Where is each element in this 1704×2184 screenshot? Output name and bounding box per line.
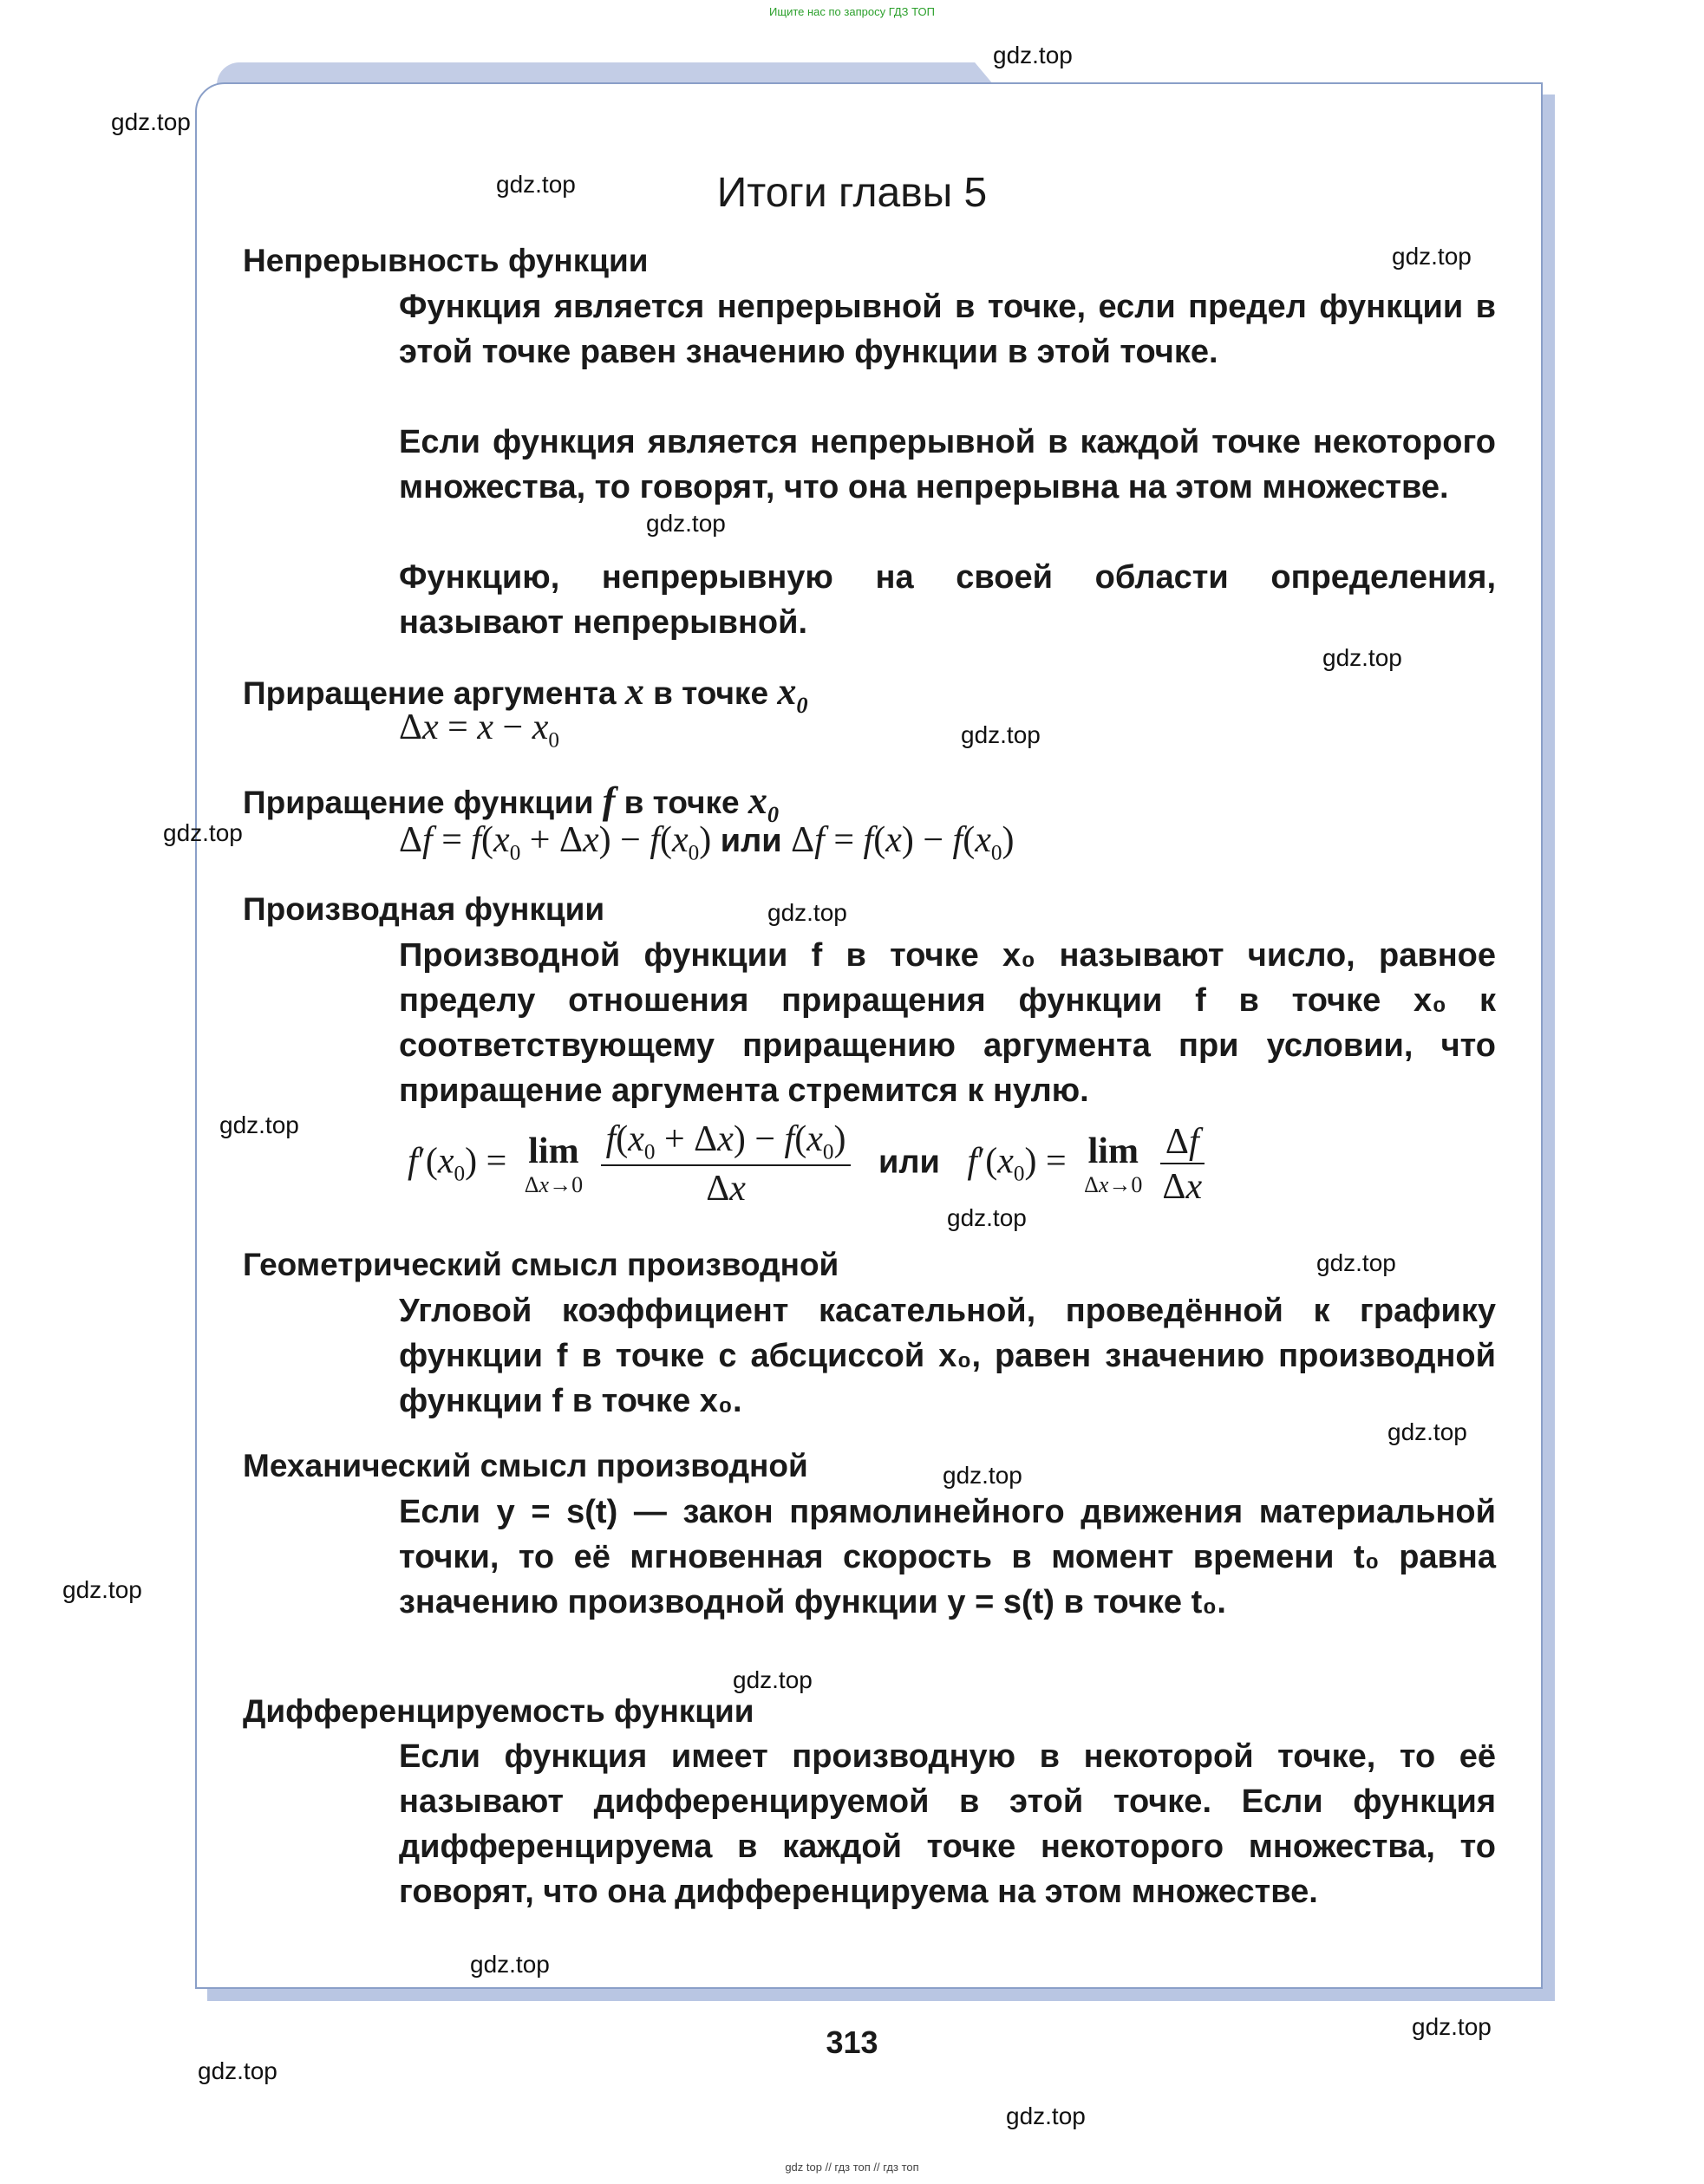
bottom-banner: gdz top // гдз топ // гдз топ <box>785 2161 919 2174</box>
watermark: gdz.top <box>1006 2103 1086 2129</box>
limit-operator: lim Δx→0 <box>1084 1131 1143 1197</box>
watermark: gdz.top <box>1322 644 1402 671</box>
watermark: gdz.top <box>993 42 1073 68</box>
watermark: gdz.top <box>733 1666 813 1693</box>
difference-quotient: $\frac{f(x_0 + \Delta x) - f(x_0)}{\Delta x}$ <box>601 1118 852 1209</box>
watermark: gdz.top <box>943 1462 1022 1489</box>
watermark: gdz.top <box>198 2057 277 2084</box>
math-point: $x_0$ <box>777 670 808 718</box>
mechanical-paragraph: Если y = s(t) — закон прямолинейного движения материальной точки, то её мгновенная скорость в момент времени t₀ равна значению производной функции y = s(t) в точке t₀. <box>399 1494 1496 1620</box>
watermark: gdz.top <box>1387 1418 1467 1445</box>
or-word: или <box>878 1144 940 1181</box>
top-banner: Ищите нас по запросу ГДЗ ТОП <box>769 5 935 18</box>
math-point: $x_0$ <box>748 779 780 827</box>
page-title: Итоги главы 5 <box>716 170 988 216</box>
watermark: gdz.top <box>947 1204 1027 1231</box>
watermark: gdz.top <box>961 721 1041 748</box>
geometric-paragraph: Угловой коэффициент касательной, проведённой к графику функции f в точке с абсциссой x₀, равен значению производной функции f в точке x₀. <box>399 1293 1496 1419</box>
heading-text: Приращение аргумента <box>243 675 617 711</box>
heading-mechanical-meaning: Механический смысл производной <box>243 1448 808 1483</box>
watermark: gdz.top <box>1412 2013 1492 2040</box>
watermark: gdz.top <box>496 171 576 198</box>
math-variable: x <box>624 670 644 713</box>
watermark: gdz.top <box>163 819 243 846</box>
heading-derivative: Производная функции <box>243 891 605 927</box>
watermark: gdz.top <box>470 1951 550 1978</box>
heading-geometric-meaning: Геометрический смысл производной <box>243 1247 839 1282</box>
heading-differentiability: Дифференцируемость функции <box>243 1693 754 1729</box>
differentiability-paragraph: Если функция имеет производную в некоторой точке, то её называют дифференцируемой в этой точке. Если функция дифференцируема в каждой точке некоторого множества, то говорят, что она дифференцируема на этом множестве. <box>399 1738 1496 1910</box>
ratio-fraction: $\frac{\Delta f}{\Delta x}$ <box>1160 1121 1205 1208</box>
watermark: gdz.top <box>1392 243 1472 270</box>
formula-derivative: $f'(x_0)$ = lim Δx→0 $\frac{f(x_0 + \Delta x) - f(x_0)}{\Delta x}$ или $f'(x_0)$ = lim Δx→0 $\frac{\Delta f}{\Delta x}$ <box>408 1118 1448 1231</box>
watermark: gdz.top <box>646 510 726 537</box>
heading-continuity: Непрерывность функции <box>243 243 649 278</box>
page-number: 313 <box>826 2024 878 2060</box>
continuity-paragraph-2: Если функция является непрерывной в каждой точке некоторого множества, то говорят, что она непрерывна на этом множестве. <box>399 424 1496 505</box>
or-word: или <box>720 823 782 859</box>
limit-operator: lim Δx→0 <box>524 1131 584 1197</box>
heading-text: Приращение функции <box>243 785 594 820</box>
watermark: gdz.top <box>219 1112 299 1138</box>
watermark: gdz.top <box>111 108 191 135</box>
watermark: gdz.top <box>767 899 847 926</box>
watermark: gdz.top <box>1316 1249 1396 1276</box>
formula-argument-increment: $\Delta x = x - x_0$ <box>399 707 559 753</box>
continuity-paragraph-3: Функцию, непрерывную на своей области определения, называют непрерывной. <box>399 559 1496 641</box>
heading-text: в точке <box>623 785 740 820</box>
continuity-paragraph-1: Функция является непрерывной в точке, если предел функции в этой точке равен значению функции в этой точке. <box>399 289 1496 370</box>
math-variable: f <box>602 779 616 822</box>
formula-function-increment: $\Delta f = f(x_0 + \Delta x) - f(x_0)$ или $\Delta f = f(x) - f(x_0)$ <box>399 820 1015 865</box>
heading-text: в точке <box>653 675 769 711</box>
derivative-paragraph: Производной функции f в точке x₀ называют число, равное пределу отношения приращения функции f в точке x₀ к соответствующему приращению аргумента при условии, что приращение аргумента стремится к нулю. <box>399 937 1496 1109</box>
watermark: gdz.top <box>62 1576 142 1603</box>
